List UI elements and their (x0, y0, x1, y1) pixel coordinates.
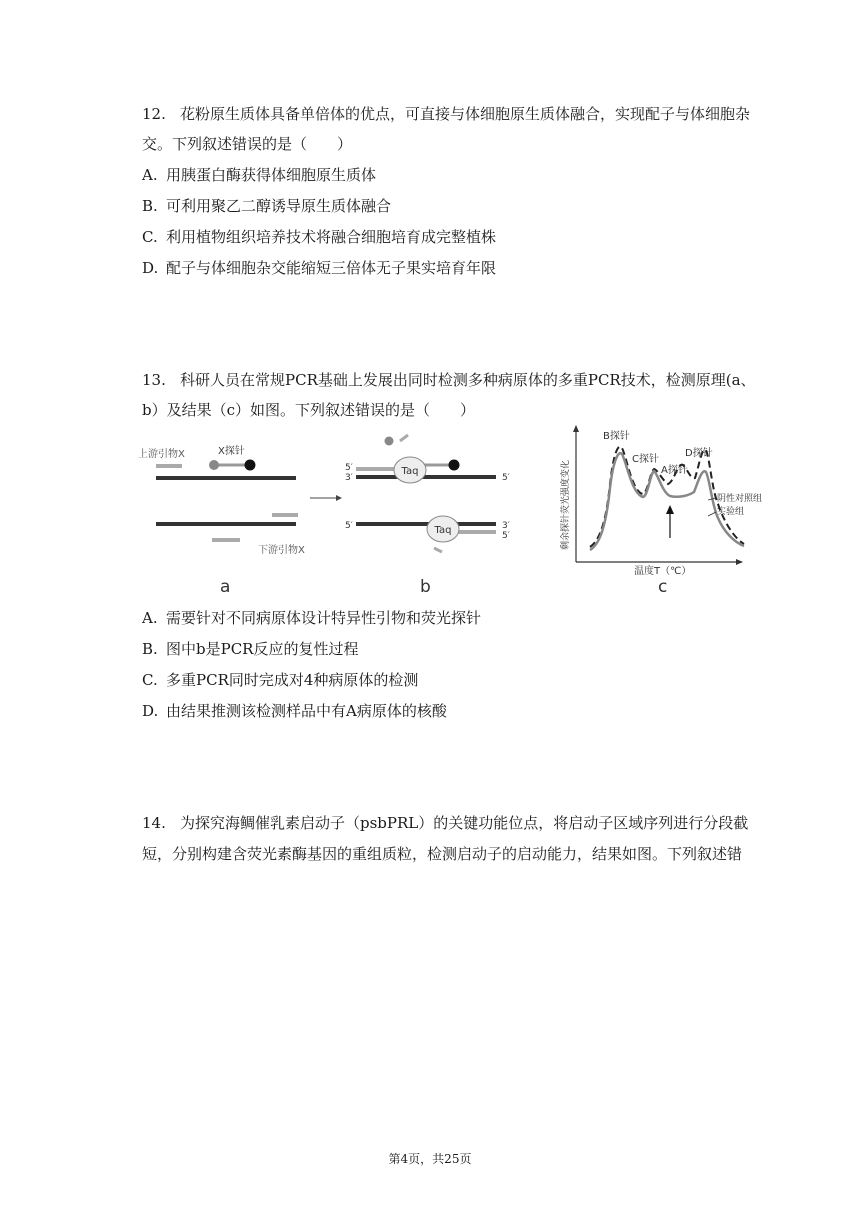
downstream-primer-top (272, 513, 298, 517)
q12-stem-line2: 交。下列叙述错误的是（ ） (142, 135, 353, 153)
x-probe-label: X探针 (218, 446, 245, 457)
q14-stem-line2: 短，分别构建含荧光素酶基因的重组质粒，检测启动子的启动能力，结果如图。下列叙述错 (142, 845, 743, 863)
q13-stem-text1: 科研人员在常规PCR基础上发展出同时检测多种病原体的多重PCR技术，检测原理(a、 (180, 371, 756, 389)
svg-text:3′: 3′ (345, 473, 353, 483)
released-fragment (400, 435, 408, 441)
probe-d-label: D探针 (685, 448, 713, 459)
q14-stem-text1: 为探究海鲷催乳素启动子（psbPRL）的关键功能位点，将启动子区域序列进行分段截 (180, 814, 749, 832)
q13-stem-line2: b）及结果（c）如图。下列叙述错误的是（ ） (142, 401, 476, 419)
probe-c-label: C探针 (632, 454, 659, 465)
c-ylabel: 剩余探针荧光强度变化 (561, 459, 571, 550)
template-strand-top (156, 476, 296, 480)
legend-negative-label: 阴性对照组 (717, 494, 763, 504)
q14-number: 14. (142, 814, 166, 832)
arrow-head (336, 495, 342, 501)
q13-stem-line1 (142, 370, 756, 390)
probe-fluorophore (209, 460, 219, 470)
panel-a (138, 444, 305, 597)
upstream-primer (156, 464, 182, 468)
probe-b-label: B探针 (603, 431, 630, 442)
legend-experiment-label: 实验组 (717, 507, 745, 517)
panel-c-label: c (658, 577, 668, 597)
q12-stem-line1 (142, 104, 750, 124)
svg-text:5′: 5′ (345, 463, 353, 473)
q13-number: 13. (142, 371, 166, 389)
downstream-primer (212, 538, 240, 542)
svg-text:Taq: Taq (434, 525, 452, 536)
panel-c (559, 425, 762, 597)
template-top-b (356, 475, 496, 479)
downstream-primer-label: 下游引物X (258, 545, 305, 556)
upstream-primer-label: 上游引物X (138, 449, 185, 460)
page-footer: 第4页，共25页 (388, 1152, 472, 1166)
q12-stem-text1: 花粉原生质体具备单倍体的优点，可直接与体细胞原生质体融合，实现配子与体细胞杂 (180, 105, 751, 123)
q14-stem-line1 (142, 813, 748, 833)
q12-option-a: A. 用胰蛋白酶获得体细胞原生质体 (142, 166, 377, 184)
q13-figure (138, 422, 778, 598)
template-strand-bottom (156, 522, 296, 526)
extending-strand (356, 467, 396, 471)
panel-b-label: b (420, 577, 431, 597)
q12-option-c: C. 利用植物组织培养技术将融合细胞培育成完整植株 (142, 228, 497, 246)
svg-text:5′: 5′ (502, 473, 510, 483)
template-bottom-b (356, 522, 496, 526)
released-fluorophore (385, 437, 394, 446)
c-xlabel: 温度T（℃） (634, 566, 692, 577)
q13-option-b: B. 图中b是PCR反应的复性过程 (142, 640, 359, 658)
q12-number: 12. (142, 105, 166, 123)
q12-option-d: D. 配子与体细胞杂交能缩短三倍体无子果实培育年限 (142, 259, 497, 277)
q13-option-d: D. 由结果推测该检测样品中有A病原体的核酸 (142, 702, 447, 720)
svg-text:5′: 5′ (345, 521, 353, 531)
svg-text:Taq: Taq (401, 466, 419, 477)
q13-option-a: A. 需要针对不同病原体设计特异性引物和荧光探针 (142, 609, 482, 627)
panel-a-label: a (220, 577, 231, 597)
panel-b (345, 435, 510, 597)
probe-a-label: A探针 (661, 465, 688, 476)
svg-text:3′: 3′ (502, 521, 510, 531)
svg-text:5′: 5′ (502, 531, 510, 541)
q13-option-c: C. 多重PCR同时完成对4种病原体的检测 (142, 671, 419, 689)
probe-quencher (245, 460, 256, 471)
q12-option-b: B. 可利用聚乙二醇诱导原生质体融合 (142, 197, 392, 215)
